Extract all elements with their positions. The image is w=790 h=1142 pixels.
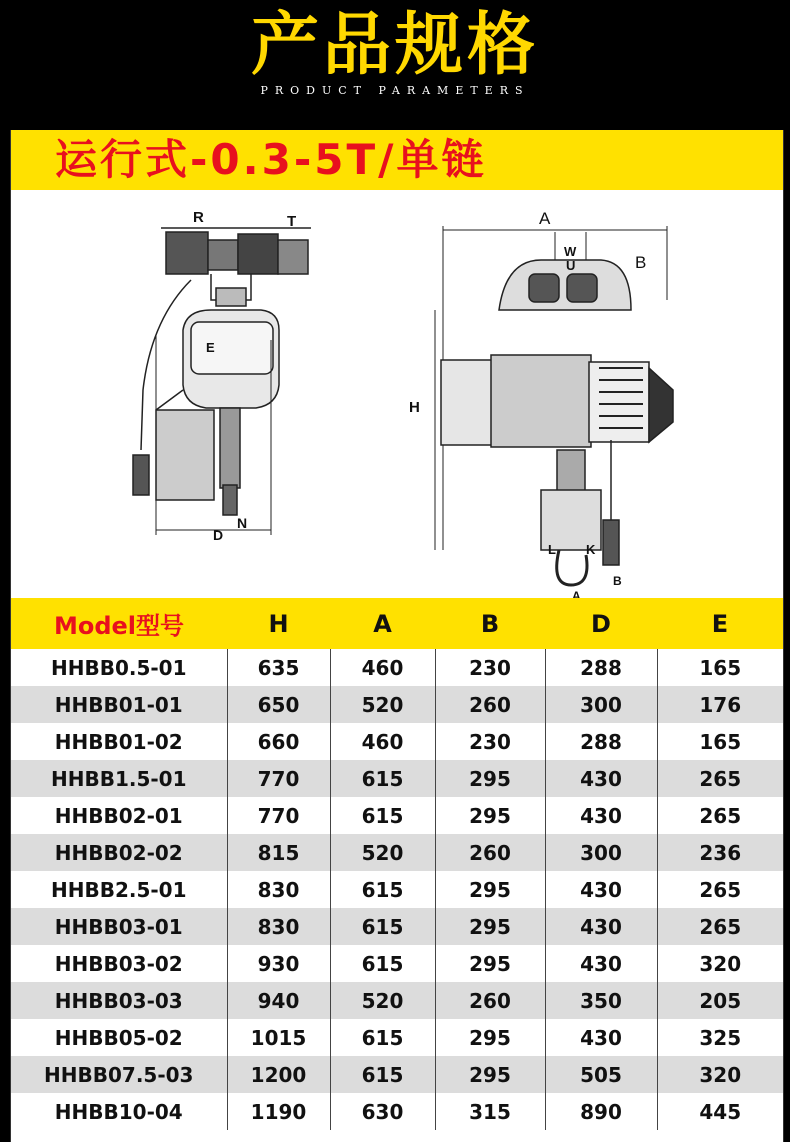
table-row [11, 945, 783, 982]
value-cell: 430 [545, 871, 657, 908]
value-cell: 520 [330, 686, 435, 723]
value-cell: 265 [657, 760, 783, 797]
header-model: Model型号 [53, 612, 185, 640]
hoist-side-view [133, 228, 311, 535]
value-cell: 940 [227, 982, 330, 1019]
value-cell: 615 [330, 1056, 435, 1093]
table-row [11, 982, 783, 1019]
value-cell: 295 [435, 908, 545, 945]
product-type-title: 运行式-0.3-5T/单链 [55, 135, 487, 184]
value-cell: 315 [435, 1093, 545, 1130]
value-cell: 430 [545, 797, 657, 834]
value-cell: 265 [657, 908, 783, 945]
value-cell: 295 [435, 1019, 545, 1056]
value-cell: 615 [330, 1019, 435, 1056]
table-row [11, 834, 783, 871]
header-a: A [373, 609, 392, 638]
model-cell: HHBB02-01 [54, 803, 183, 828]
model-cell: HHBB01-02 [54, 729, 183, 754]
page-title: 产品规格 [250, 6, 539, 85]
label-b-bottom: B [613, 574, 622, 588]
model-cell: HHBB02-02 [54, 840, 183, 865]
model-cell: HHBB07.5-03 [44, 1062, 194, 1087]
value-cell: 430 [545, 945, 657, 982]
table-row [11, 871, 783, 908]
value-cell: 295 [435, 945, 545, 982]
table-row [11, 1056, 783, 1093]
model-cell: HHBB10-04 [54, 1099, 183, 1124]
value-cell: 770 [227, 760, 330, 797]
value-cell: 460 [330, 649, 435, 686]
label-b-top: B [635, 253, 647, 272]
value-cell: 635 [227, 649, 330, 686]
value-cell: 300 [545, 686, 657, 723]
table-row [11, 908, 783, 945]
label-k: K [586, 542, 596, 557]
value-cell: 265 [657, 871, 783, 908]
value-cell: 325 [657, 1019, 783, 1056]
label-e: E [206, 340, 215, 355]
label-h: H [409, 399, 420, 416]
page-subtitle: PRODUCT PARAMETERS [260, 84, 530, 97]
value-cell: 295 [435, 1056, 545, 1093]
value-cell: 650 [227, 686, 330, 723]
label-l: L [548, 542, 556, 557]
value-cell: 430 [545, 1019, 657, 1056]
model-cell: HHBB01-01 [54, 692, 183, 717]
table-header-row [11, 598, 783, 649]
model-cell: HHBB2.5-01 [50, 877, 187, 902]
table-row [11, 1019, 783, 1056]
value-cell: 430 [545, 908, 657, 945]
value-cell: 265 [657, 797, 783, 834]
label-a-bottom: A [572, 589, 581, 598]
page-header [0, 0, 790, 130]
value-cell: 1190 [227, 1093, 330, 1130]
value-cell: 230 [435, 723, 545, 760]
value-cell: 505 [545, 1056, 657, 1093]
label-u: U [566, 258, 576, 273]
hoist-front-view [435, 226, 673, 585]
value-cell: 165 [657, 723, 783, 760]
value-cell: 320 [657, 1056, 783, 1093]
value-cell: 520 [330, 982, 435, 1019]
value-cell: 288 [545, 649, 657, 686]
value-cell: 615 [330, 760, 435, 797]
header-h: H [268, 609, 289, 638]
model-cell: HHBB03-01 [54, 914, 183, 939]
value-cell: 350 [545, 982, 657, 1019]
value-cell: 236 [657, 834, 783, 871]
table-row [11, 649, 783, 686]
table-row [11, 1093, 783, 1130]
value-cell: 320 [657, 945, 783, 982]
value-cell: 615 [330, 871, 435, 908]
label-t: T [287, 213, 297, 230]
value-cell: 165 [657, 649, 783, 686]
value-cell: 815 [227, 834, 330, 871]
hoist-diagram [11, 190, 783, 598]
value-cell: 430 [545, 760, 657, 797]
header-e: E [711, 609, 729, 638]
value-cell: 205 [657, 982, 783, 1019]
value-cell: 770 [227, 797, 330, 834]
value-cell: 295 [435, 871, 545, 908]
value-cell: 445 [657, 1093, 783, 1130]
label-d: D [213, 527, 224, 543]
model-cell: HHBB1.5-01 [50, 766, 187, 791]
model-cell: HHBB0.5-01 [50, 655, 187, 680]
value-cell: 615 [330, 945, 435, 982]
model-cell: HHBB05-02 [54, 1025, 183, 1050]
value-cell: 615 [330, 908, 435, 945]
table-row [11, 686, 783, 723]
value-cell: 176 [657, 686, 783, 723]
model-cell: HHBB03-02 [54, 951, 183, 976]
value-cell: 295 [435, 760, 545, 797]
spec-panel [10, 130, 784, 1142]
header-d: D [591, 609, 611, 638]
value-cell: 260 [435, 982, 545, 1019]
table-body [11, 649, 783, 1130]
value-cell: 615 [330, 797, 435, 834]
value-cell: 630 [330, 1093, 435, 1130]
value-cell: 660 [227, 723, 330, 760]
model-cell: HHBB03-03 [54, 988, 183, 1013]
header-b: B [480, 609, 500, 638]
label-a-top: A [539, 209, 551, 228]
product-banner [11, 130, 783, 190]
spec-table-wrap [11, 598, 783, 1130]
label-r: R [193, 209, 204, 226]
value-cell: 1200 [227, 1056, 330, 1093]
table-row [11, 723, 783, 760]
value-cell: 460 [330, 723, 435, 760]
value-cell: 295 [435, 797, 545, 834]
label-w: W [564, 244, 577, 259]
value-cell: 890 [545, 1093, 657, 1130]
table-row [11, 760, 783, 797]
spec-table [11, 598, 783, 1130]
label-n: N [237, 515, 248, 531]
value-cell: 520 [330, 834, 435, 871]
value-cell: 930 [227, 945, 330, 982]
hoist-drawing [11, 190, 783, 598]
value-cell: 830 [227, 871, 330, 908]
value-cell: 288 [545, 723, 657, 760]
value-cell: 300 [545, 834, 657, 871]
value-cell: 830 [227, 908, 330, 945]
table-row [11, 797, 783, 834]
value-cell: 1015 [227, 1019, 330, 1056]
value-cell: 230 [435, 649, 545, 686]
value-cell: 260 [435, 834, 545, 871]
value-cell: 260 [435, 686, 545, 723]
